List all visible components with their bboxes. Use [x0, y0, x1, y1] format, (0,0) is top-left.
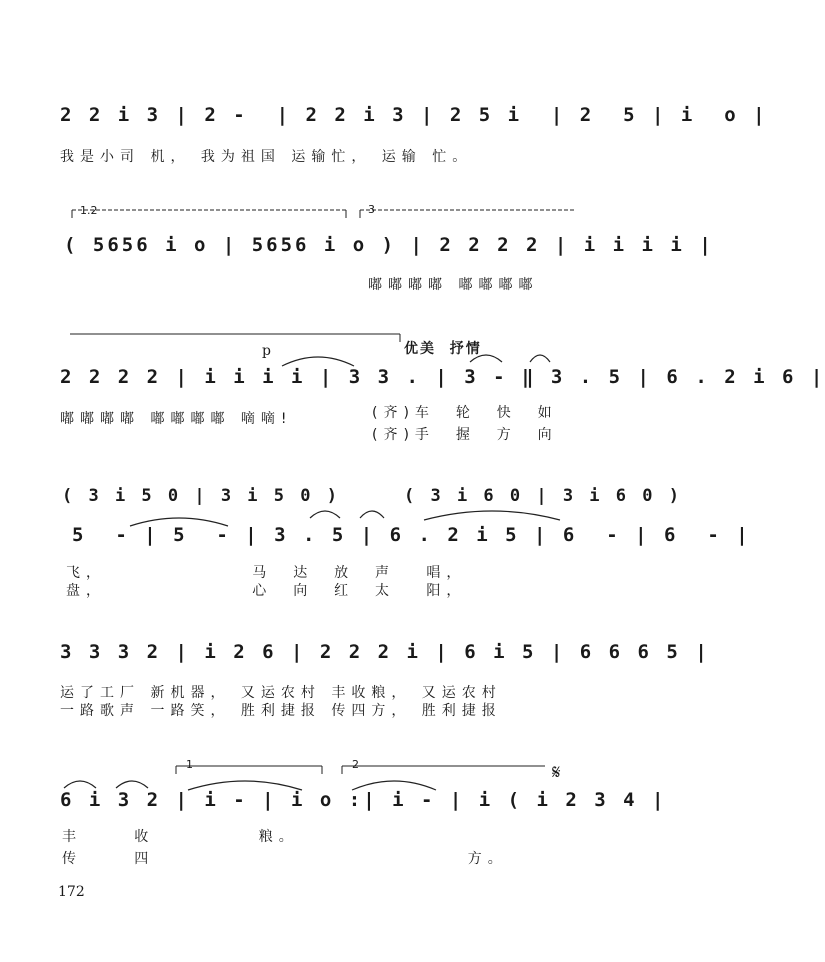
slur-s6-a — [64, 781, 96, 788]
system6-lyrics-verse2: 传 四 方。 — [62, 851, 508, 867]
system4-lyrics-verse2: 盘， 心 向 红 太 阳， — [66, 583, 467, 599]
slur-s4-d — [424, 511, 560, 520]
system2-volta1-label: 1.2 — [80, 204, 98, 217]
system3-lyrics: 嘟嘟嘟嘟 嘟嘟嘟嘟 嘀嘀! — [60, 411, 293, 427]
system2-notes: ( 5656 i o | 5656 i o ) | 2 2 2 2 | i i i i | — [64, 234, 714, 256]
slur-s3-c — [530, 355, 550, 362]
page-number: 172 — [58, 884, 85, 900]
dynamic-mark: p — [262, 343, 271, 359]
system2-lyrics: 嘟嘟嘟嘟 嘟嘟嘟嘟 — [368, 277, 539, 293]
segno-sign: 𝄋 — [552, 760, 561, 784]
system5-lyrics-verse2: 一路歌声 一路笑， 胜利捷报 传四方， 胜利捷报 — [60, 703, 502, 719]
system3-lyrics-verse1: (齐)车 轮 快 如 — [372, 405, 558, 421]
system3-notes: 2 2 2 2 | i i i i | 3 3 . | 3 - ‖ 3 . 5 | 6 . 2 i 6 | — [60, 366, 825, 388]
system6-volta2-label: 2 — [352, 758, 359, 771]
system4-notes: 5 - | 5 - | 3 . 5 | 6 . 2 i 5 | 6 - | 6 - | — [72, 524, 751, 546]
expression-mark: 优美 抒情 — [404, 341, 482, 357]
system5-notes: 3 3 3 2 | i 2 6 | 2 2 2 i | 6 i 5 | 6 6 6 5 | — [60, 641, 710, 663]
slur-s4-b — [310, 511, 340, 518]
system6-volta1-label: 1 — [186, 758, 193, 771]
slur-s6-b — [116, 781, 148, 788]
system4-upper-notes-b: ( 3 i 6 0 | 3 i 6 0 ) — [404, 486, 682, 506]
system6-lyrics-verse1: 丰 收 粮。 — [62, 829, 299, 845]
slur-s4-c — [360, 511, 384, 518]
system4-upper-notes-a: ( 3 i 5 0 | 3 i 5 0 ) — [62, 486, 340, 506]
system1-lyrics: 我是小司 机， 我为祖国 运输忙， 运输 忙。 — [60, 149, 473, 165]
system2-volta2-label: 3 — [368, 203, 375, 216]
system5-lyrics-verse1: 运了工厂 新机器， 又运农村 丰收粮， 又运农村 — [60, 685, 502, 701]
slur-s3-a — [282, 357, 354, 366]
system1-notes: 2 2 i 3 | 2 - | 2 2 i 3 | 2 5 i | 2 5 | i o | — [60, 104, 768, 126]
system4-lyrics-verse1: 飞， 马 达 放 声 唱， — [66, 565, 467, 581]
system6-notes: 6 i 3 2 | i - | i o :| i - | i ( i 2 3 4 | — [60, 789, 667, 811]
system3-lyrics-verse2: (齐)手 握 方 向 — [372, 427, 558, 443]
